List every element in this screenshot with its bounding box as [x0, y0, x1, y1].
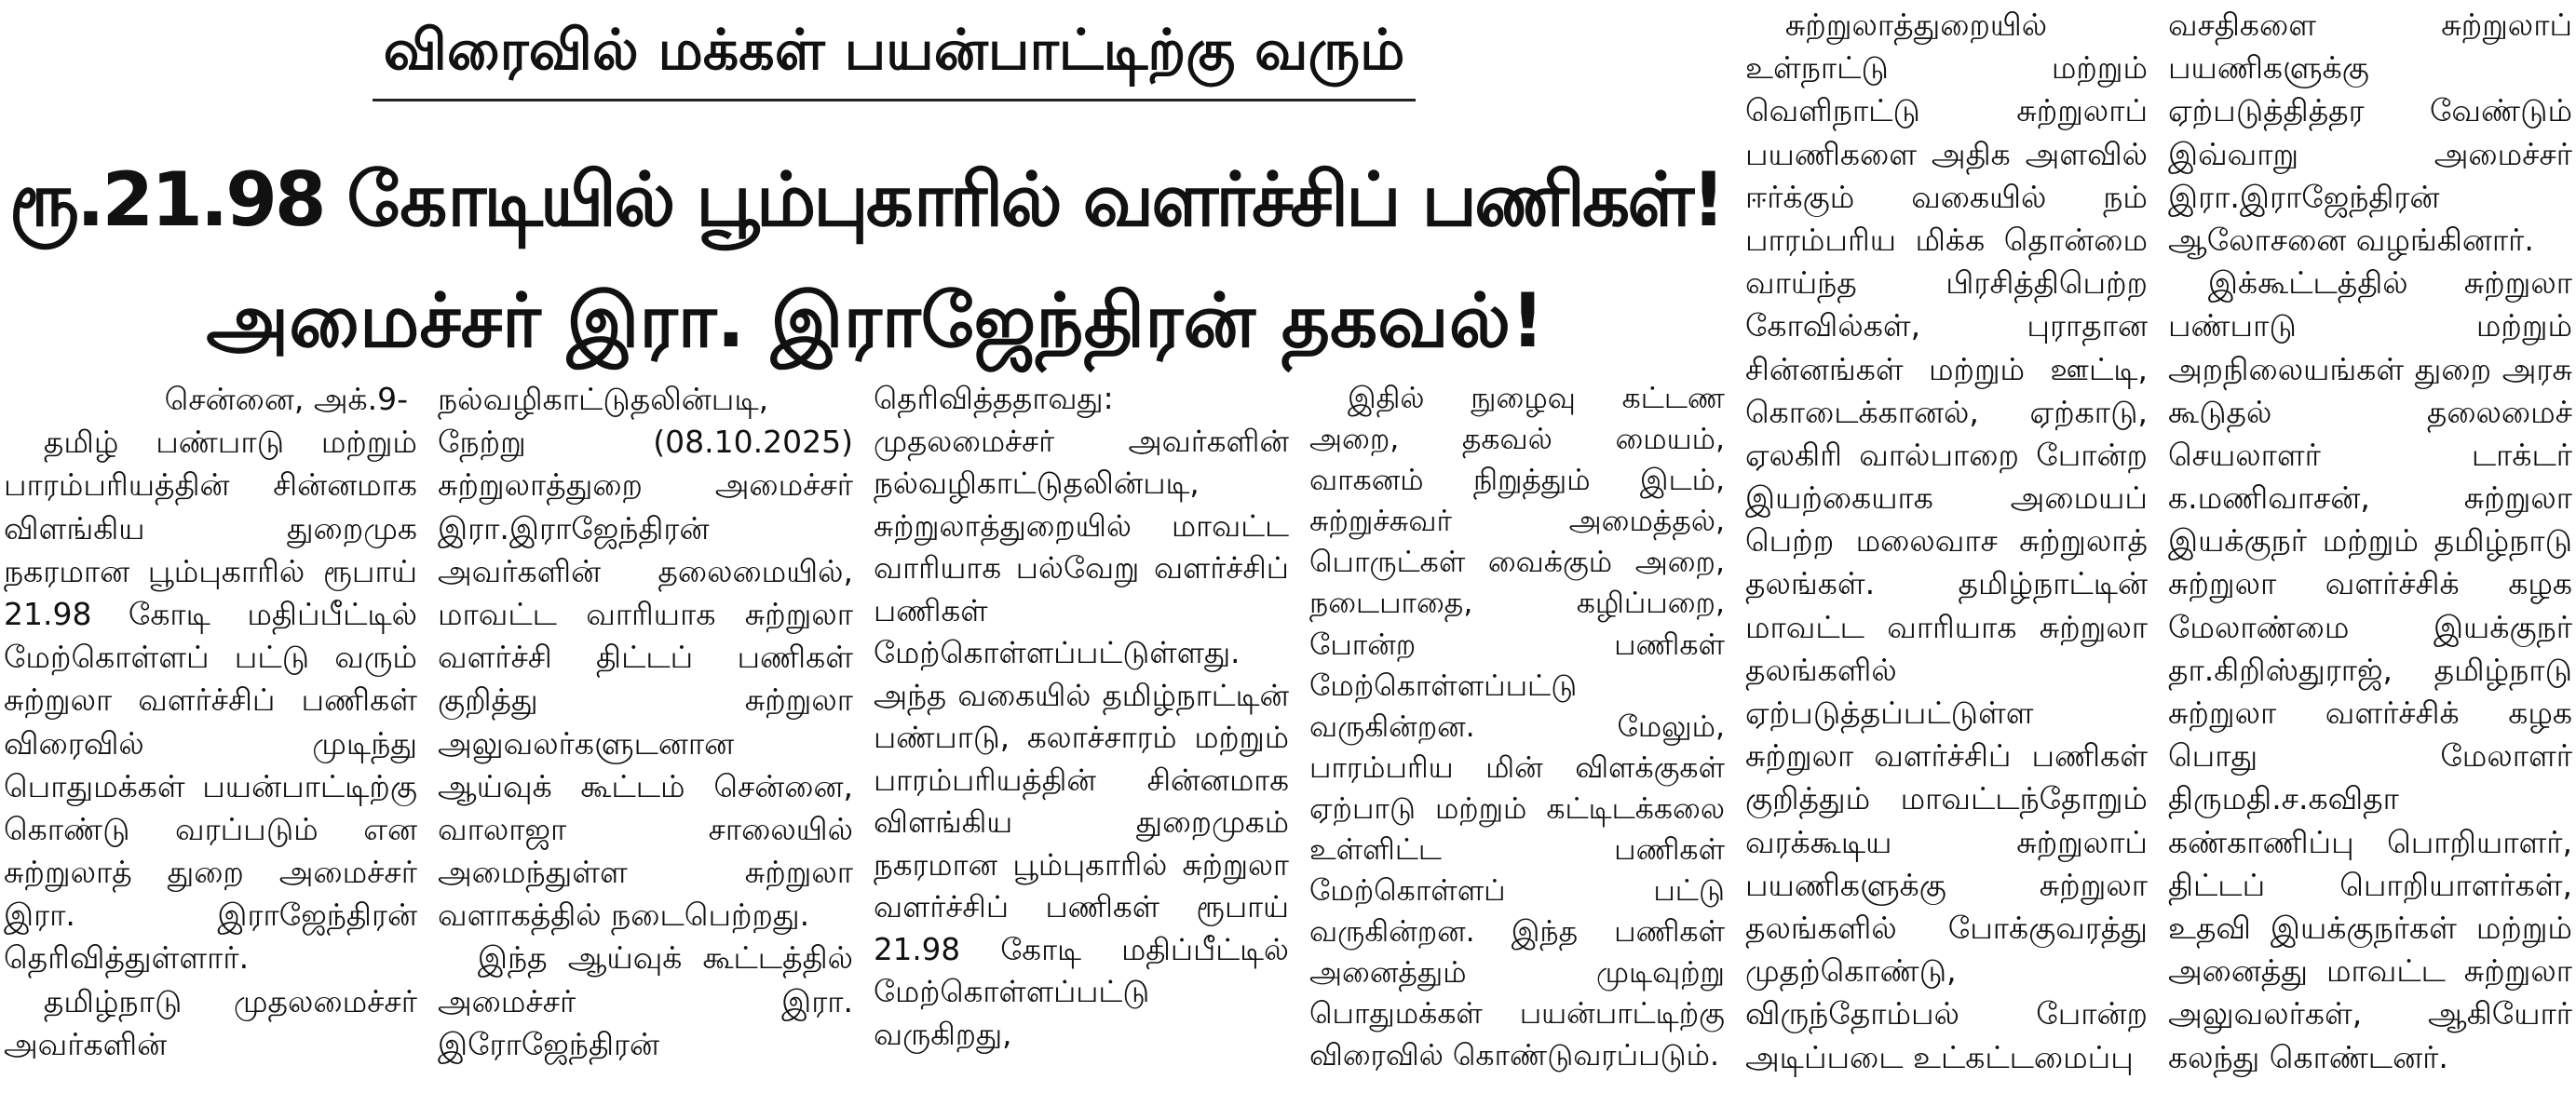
dateline: சென்னை, அக்.9- — [164, 381, 408, 417]
paragraph: சுற்றுலாத்துறையில் உள்நாட்டு மற்றும் வெளிநாட்டு சுற்றுலாப் பயணிகளை அதிக அளவில் ஈர்க்கும் வகையில் நம் பாரம்பரிய மிக்க தொன்மை வாய்ந்த பிரசித்திபெற்ற கோவில்கள், புராதான சின்னங்கள் மற்றும் ஊட்டி, கொடைக்கானல், ஏற்காடு, ஏலகிரி வால்பாறை போன்ற இயற்கையாக அமையப் பெற்ற மலைவாச சுற்றுலாத் தலங்கள். தமிழ்நாட்டின் மாவட்ட வாரியாக சுற்றுலா தலங்களில் ஏற்படுத்தப்பட்டுள்ள சுற்றுலா வளர்ச்சிப் பணிகள் குறித்தும் மாவட்டந்தோறும் வரக்கூடிய சுற்றுலாப் பயணிகளுக்கு சுற்றுலா தலங்களில் போக்குவரத்து முதற்கொண்டு, விருந்தோம்பல் போன்ற அடிப்படை உட்கட்டமைப்பு — [1745, 7, 2148, 1075]
paragraph: நல்வழிகாட்டுதலின்படி, நேற்று (08.10.2025) சுற்றுலாத்துறை அமைச்சர் இரா.இராஜேந்திரன் அவர்களின் தலைமையில், மாவட்ட வாரியாக சுற்றுலா வளர்ச்சி திட்டப் பணிகள் குறித்து சுற்றுலா அலுவலர்களுடனான ஆய்வுக் கூட்டம் சென்னை, வாலாஜா சாலையில் அமைந்துள்ள சுற்றுலா வளாகத்தில் நடைபெற்றது. — [438, 381, 853, 934]
article-column-1 — [4, 378, 417, 1093]
paragraph: இதில் நுழைவு கட்டண அறை, தகவல் மையம், வாகனம் நிறுத்தும் இடம், சுற்றுச்சுவர் அமைத்தல், பொருட்கள் வைக்கும் அறை, நடைபாதை, கழிப்பறை, போன்ற பணிகள் மேற்கொள்ளப்பட்டு வருகின்றன. மேலும், பாரம்பரிய மின் விளக்குகள் ஏற்பாடு மற்றும் கட்டிடக்கலை உள்ளிட்ட பணிகள் மேற்கொள்ளப் பட்டு வருகின்றன. இந்த பணிகள் அனைத்தும் முடிவுற்று பொதுமக்கள் பயன்பாட்டிற்கு விரைவில் கொண்டுவரப்படும். — [1309, 382, 1725, 1073]
paragraph: தமிழ்நாடு முதலமைச்சர் அவர்களின் — [4, 982, 417, 1062]
paragraph: இந்த ஆய்வுக் கூட்டத்தில் அமைச்சர் இரா. இரோஜேந்திரன் — [438, 939, 853, 1062]
paragraph: இக்கூட்டத்தில் சுற்றுலா பண்பாடு மற்றும் அறநிலையங்கள் துறை அரசு கூடுதல் தலைமைச் செயலாளர் டாக்டர் க.மணிவாசன், சுற்றுலா இயக்குநர் மற்றும் தமிழ்நாடு சுற்றுலா வளர்ச்சிக் கழக மேலாண்மை இயக்குநர் தா.கிறிஸ்துராஜ், தமிழ்நாடு சுற்றுலா வளர்ச்சிக் கழக பொது மேலாளர் திருமதி.ச.கவிதா கண்காணிப்பு பொறியாளர், திட்டப் பொறியாளர்கள், உதவி இயக்குநர்கள் மற்றும் அனைத்து மாவட்ட சுற்றுலா அலுவலர்கள், ஆகியோர் கலந்து கொண்டனர். — [2168, 264, 2572, 1075]
article-column-2 — [438, 378, 853, 1093]
kicker-headline: விரைவில் மக்கள் பயன்பாட்டிற்கு வரும் — [383, 18, 1405, 83]
article-column-4 — [1309, 378, 1725, 1093]
article-column-6 — [2168, 4, 2572, 1093]
sub-headline: அமைச்சர் இரா. இராஜேந்திரன் தகவல்! — [206, 277, 1545, 364]
article-column-5 — [1745, 4, 2148, 1093]
main-headline: ரூ.21.98 கோடியில் பூம்புகாரில் வளர்ச்சிப் பணிகள்! — [9, 156, 1723, 243]
kicker-rule — [373, 99, 1416, 101]
article-column-3 — [874, 378, 1289, 1093]
paragraph: வசதிகளை சுற்றுலாப் பயணிகளுக்கு ஏற்படுத்தித்தர வேண்டும் இவ்வாறு அமைச்சர் இரா.இராஜேந்திரன் ஆலோசனை வழங்கினார். — [2168, 7, 2572, 258]
paragraph: தமிழ் பண்பாடு மற்றும் பாரம்பரியத்தின் சின்னமாக விளங்கிய துறைமுக நகரமான பூம்புகாரில் ரூபாய் 21.98 கோடி மதிப்பீட்டில் மேற்கொள்ளப் பட்டு வரும் சுற்றுலா வளர்ச்சிப் பணிகள் விரைவில் முடிந்து பொதுமக்கள் பயன்பாட்டிற்கு கொண்டு வரப்படும் என சுற்றுலாத் துறை அமைச்சர் இரா. இராஜேந்திரன் தெரிவித்துள்ளார். — [4, 424, 417, 977]
paragraph: தெரிவித்ததாவது: முதலமைச்சர் அவர்களின் நல்வழிகாட்டுதலின்படி, சுற்றுலாத்துறையில் மாவட்ட வாரியாக பல்வேறு வளர்ச்சிப் பணிகள் மேற்கொள்ளப்பட்டுள்ளது. அந்த வகையில் தமிழ்நாட்டின் பண்பாடு, கலாச்சாரம் மற்றும் பாரம்பரியத்தின் சின்னமாக விளங்கிய துறைமுகம் நகரமான பூம்புகாரில் சுற்றுலா வளர்ச்சிப் பணிகள் ரூபாய் 21.98 கோடி மதிப்பீட்டில் மேற்கொள்ளப்பட்டு வருகிறது, — [874, 381, 1289, 1052]
